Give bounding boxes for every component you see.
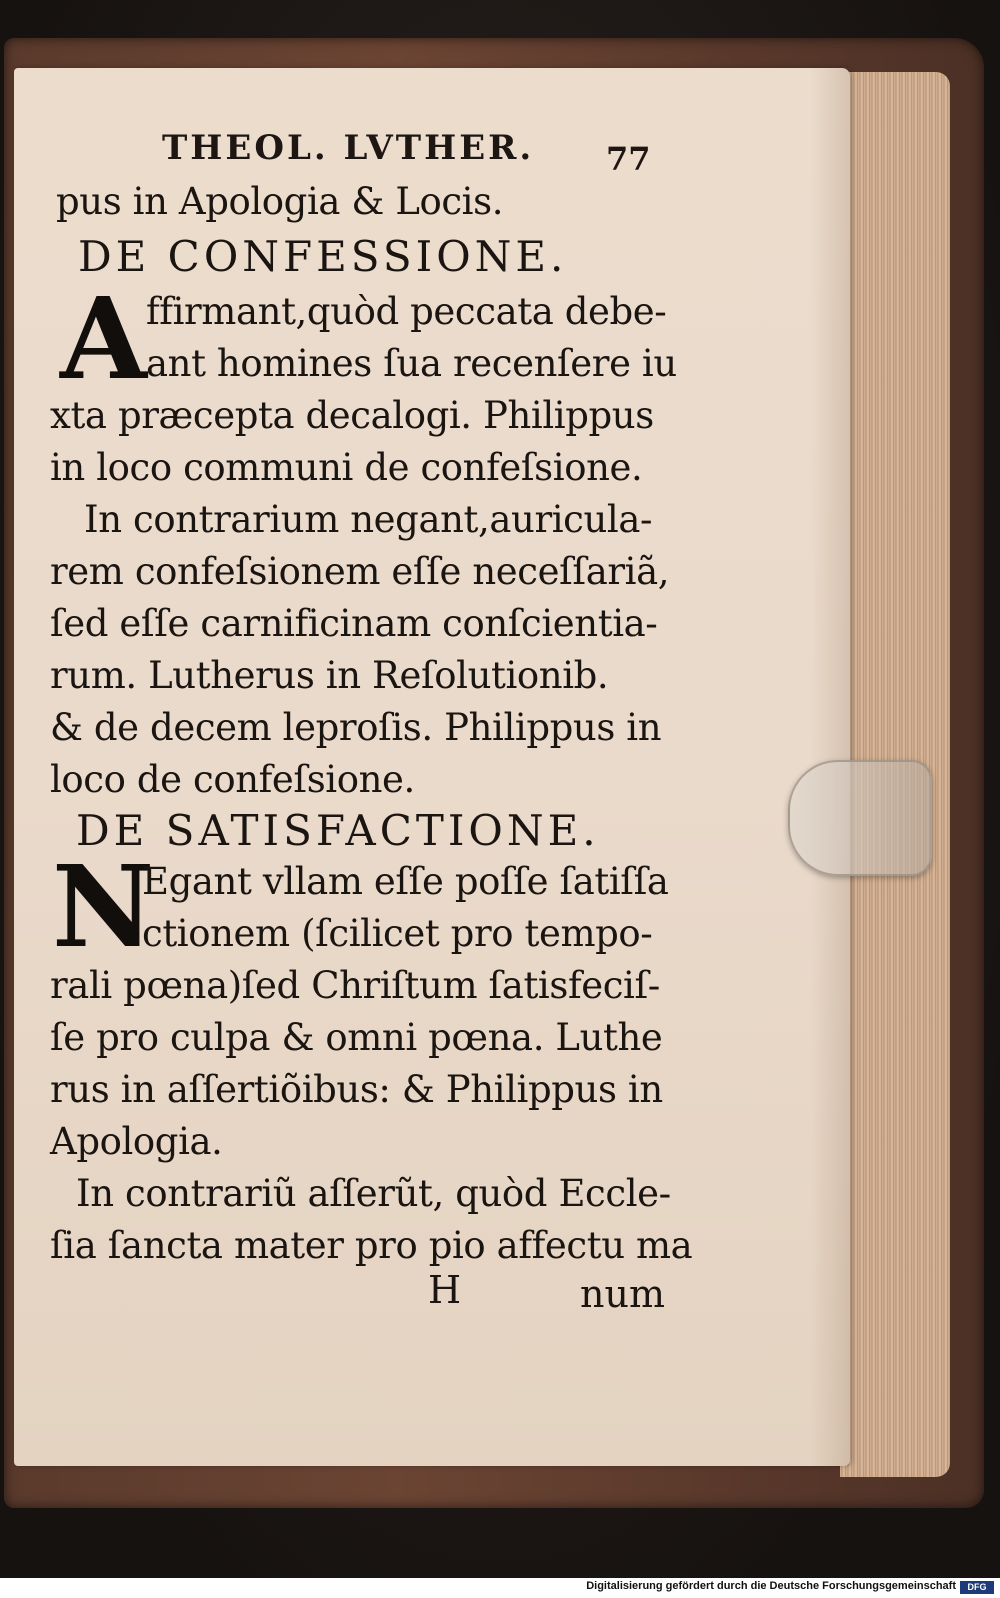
text-line: pus in Apologia & Locis. xyxy=(56,180,504,223)
text-line: Apologia. xyxy=(50,1120,223,1163)
text-line: ſed eſſe carnificinam conſcientia- xyxy=(50,602,658,645)
text-line: ſe pro culpa & omni pœna. Luthe xyxy=(50,1016,663,1059)
page-clip xyxy=(788,760,932,876)
heading-confession: DE CONFESSIONE. xyxy=(78,232,568,281)
dfg-logo: DFG xyxy=(960,1581,994,1594)
footer-bar xyxy=(0,1578,1000,1598)
footer-credit: Digitalisierung gefördert durch die Deutsche Forschungsgemeinschaft xyxy=(586,1580,956,1592)
running-head: THEOL. LVTHER. xyxy=(162,128,535,168)
text-line: ſia ſancta mater pro pio affectu ma xyxy=(50,1224,693,1267)
text-line: rali pœna)ſed Chriſtum ſatisfeciſ- xyxy=(50,964,660,1007)
text-line: In contrariũ aſſerũt, quòd Eccle- xyxy=(76,1172,671,1215)
page-number: 77 xyxy=(606,140,651,178)
catchword: num xyxy=(580,1272,665,1316)
text-line: rum. Lutherus in Reſolutionib. xyxy=(50,654,609,697)
text-line: In contrarium negant,auricula- xyxy=(84,498,653,541)
dropcap-a: A xyxy=(60,274,147,405)
text-line: ant homines ſua recenſere iu xyxy=(146,342,677,385)
dropcap-n: N xyxy=(52,842,155,973)
signature-mark: H xyxy=(428,1268,462,1312)
text-line: rus in aſſertiõibus: & Philippus in xyxy=(50,1068,663,1111)
text-line: xta præcepta decalogi. Philippus xyxy=(50,394,654,437)
text-line: & de decem leproſis. Philippus in xyxy=(50,706,662,749)
text-line: ffirmant,quòd peccata debe- xyxy=(146,290,667,333)
text-line: ctionem (ſcilicet pro tempo- xyxy=(142,912,653,955)
text-line: loco de confeſsione. xyxy=(50,758,415,801)
text-line: in loco communi de confeſsione. xyxy=(50,446,643,489)
heading-satisfaction: DE SATISFACTIONE. xyxy=(76,806,600,855)
text-line: rem confeſsionem eſſe neceſſariã, xyxy=(50,550,670,593)
text-line: Egant vllam eſſe poſſe ſatiſſa xyxy=(142,860,669,903)
